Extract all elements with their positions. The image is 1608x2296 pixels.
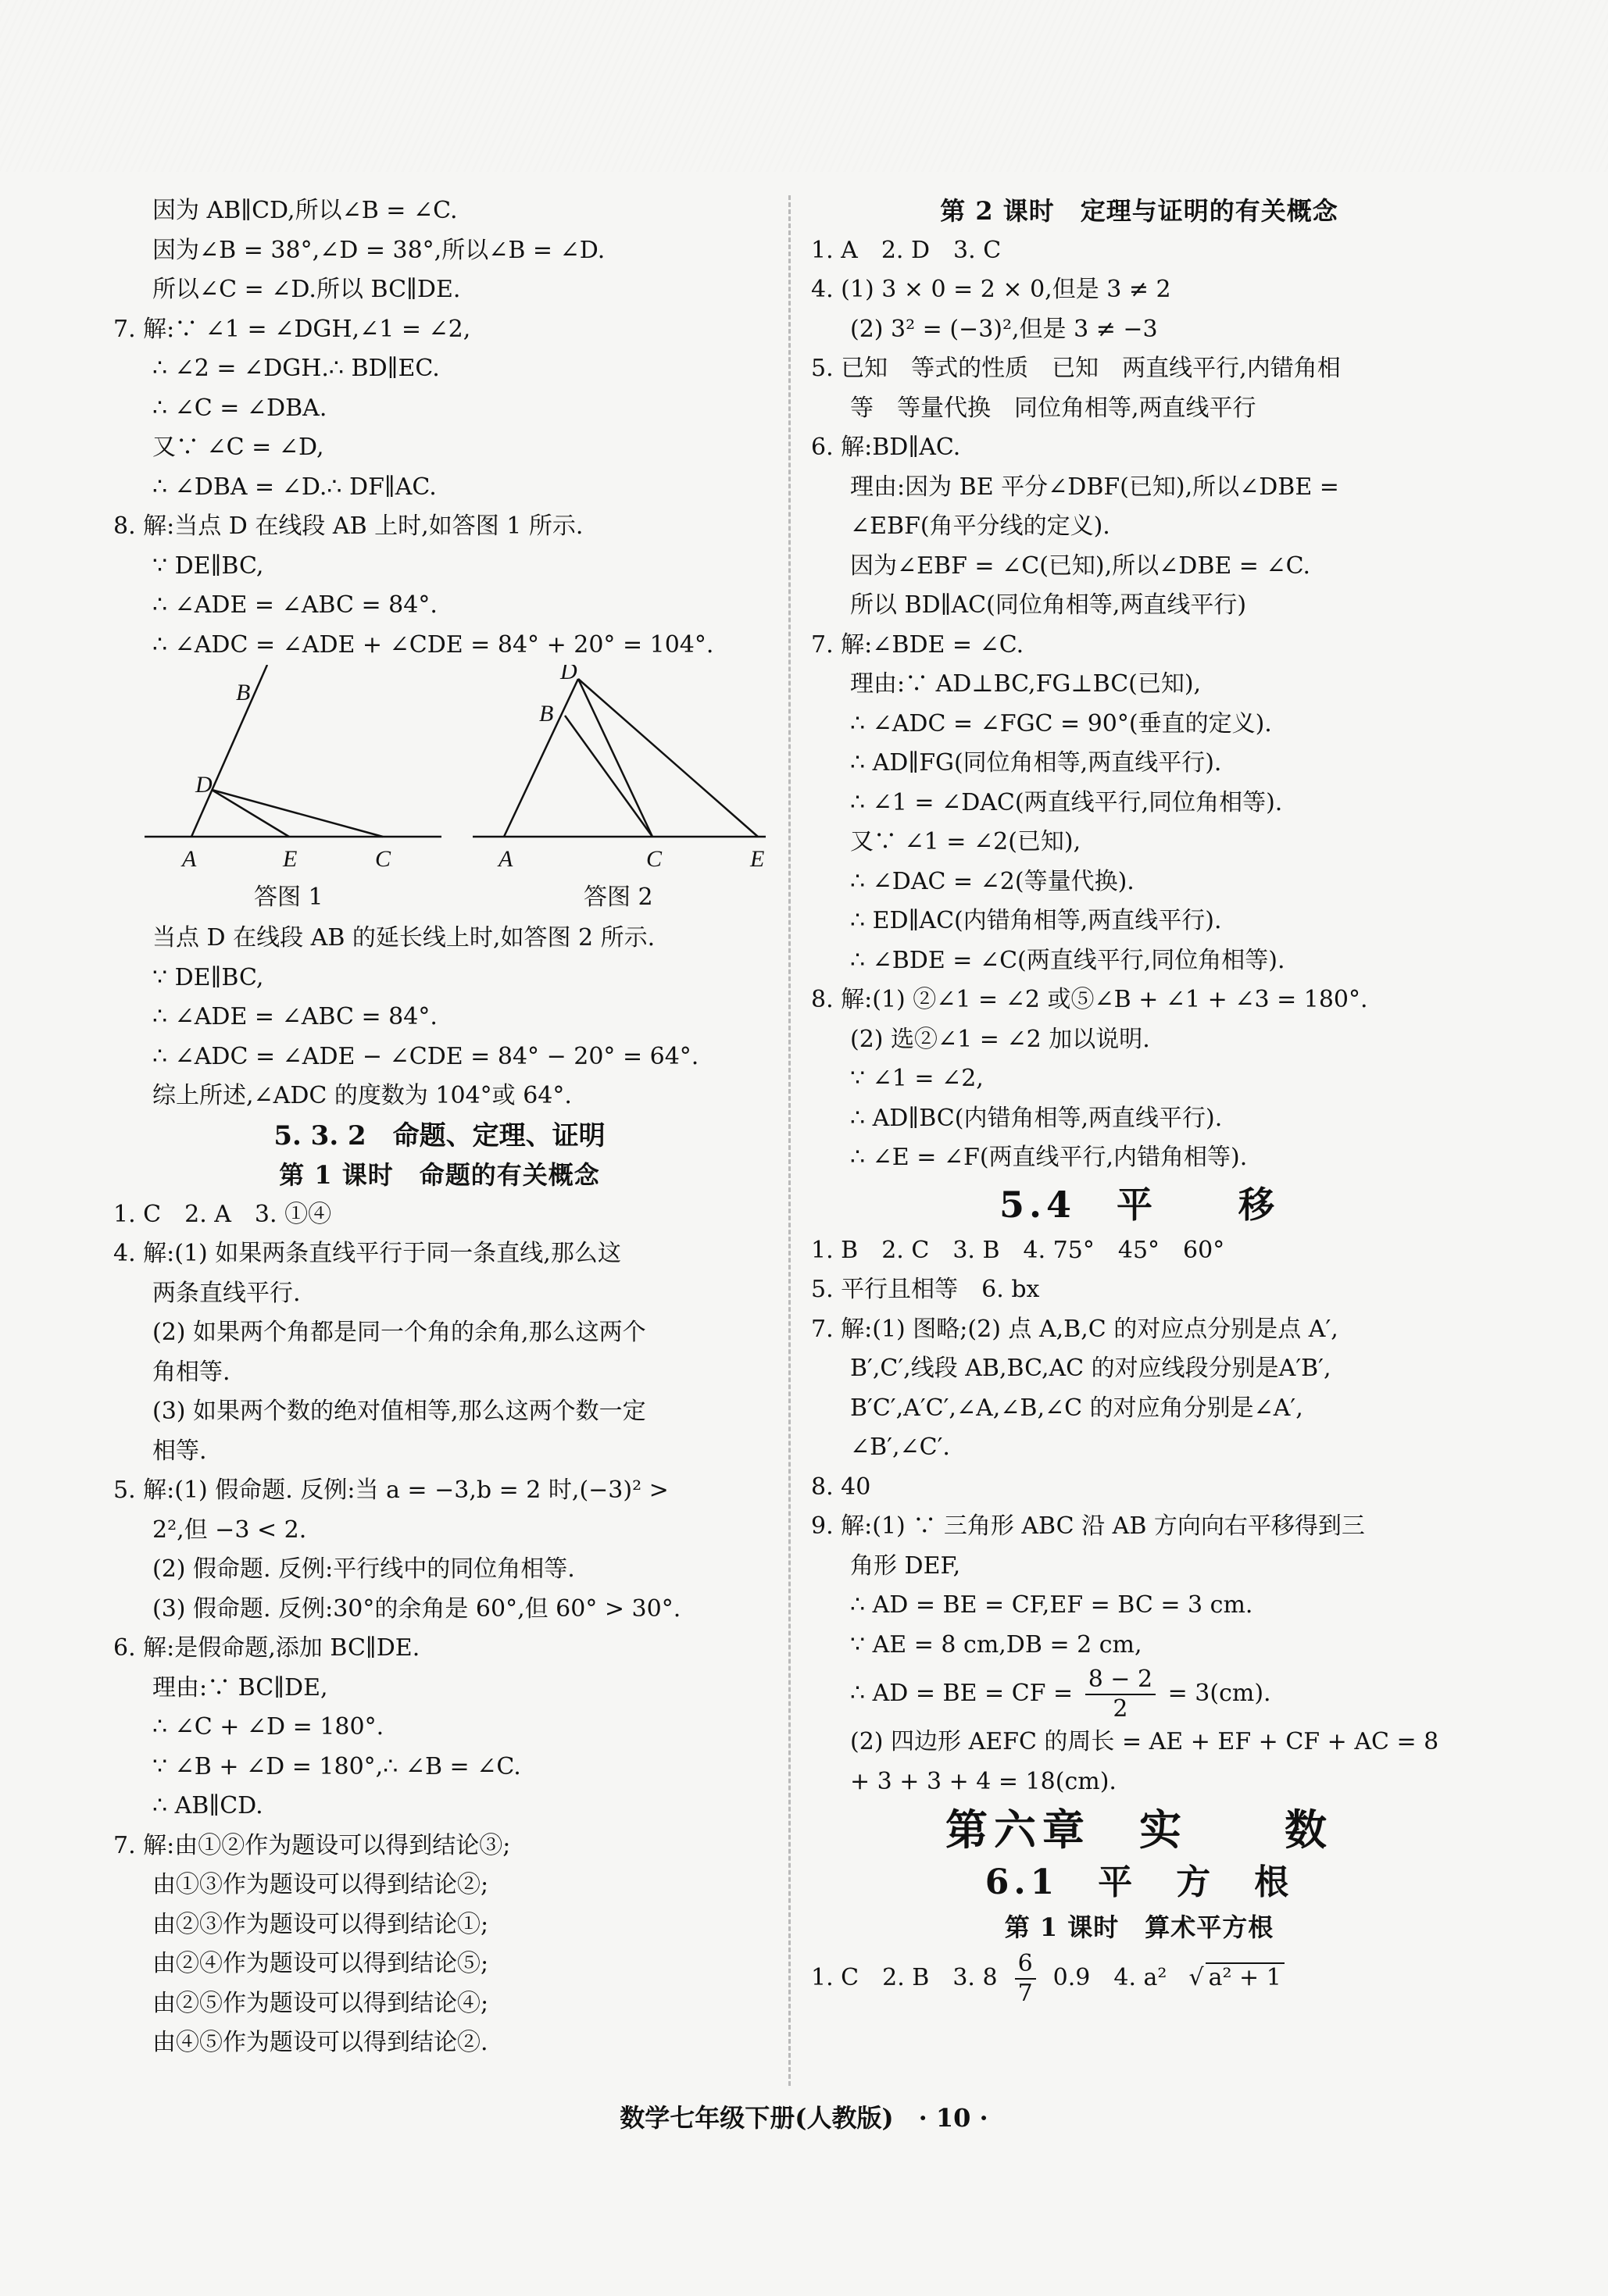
- denominator: 2: [1113, 1695, 1128, 1723]
- text-line: 两条直线平行.: [152, 1279, 301, 1307]
- text-line: ∴ ∠ADE = ∠ABC = 84°.: [152, 1003, 438, 1030]
- text-line: 由②④作为题设可以得到结论⑤;: [152, 1950, 489, 1977]
- fig1-label: C: [375, 846, 391, 872]
- text-line: 1. C 2. A 3. ①④: [113, 1200, 332, 1228]
- text-line: 因为∠B = 38°,∠D = 38°,所以∠B = ∠D.: [152, 236, 606, 264]
- text-line: (2) 如果两个角都是同一个角的余角,那么这两个: [152, 1319, 646, 1346]
- section-heading: 5.4 平 移: [999, 1183, 1280, 1226]
- fig2-label: C: [646, 846, 663, 872]
- fig2-label: A: [498, 846, 513, 872]
- text-line: ∴ ∠ADC = ∠ADE − ∠CDE = 84° − 20° = 64°.: [152, 1042, 699, 1070]
- text-line: ∠B′,∠C′.: [850, 1434, 950, 1461]
- text-line: ∴ ∠BDE = ∠C(两直线平行,同位角相等).: [850, 946, 1285, 974]
- sqrt-radicand: a² + 1: [1206, 1962, 1285, 1992]
- answer-figures: [113, 665, 766, 919]
- text-line: 又∵ ∠1 = ∠2(已知),: [850, 828, 1081, 855]
- text-line: + 3 + 3 + 4 = 18(cm).: [850, 1767, 1117, 1795]
- text-line: 角相等.: [152, 1358, 230, 1386]
- numerator: 6: [1015, 1952, 1036, 1980]
- text-fragment: 0.9 4. a²: [1052, 1963, 1167, 1991]
- text-line: 理由:∵ BC∥DE,: [152, 1673, 328, 1701]
- text-line: 综上所述,∠ADC 的度数为 104°或 64°.: [152, 1082, 572, 1109]
- text-line: ∵ ∠1 = ∠2,: [850, 1065, 984, 1092]
- text-line: 当点 D 在线段 AB 的延长线上时,如答图 2 所示.: [152, 924, 656, 952]
- numerator: 8 − 2: [1085, 1668, 1156, 1695]
- text-line: ∴ AD∥FG(同位角相等,两直线平行).: [850, 749, 1222, 777]
- denominator: 7: [1017, 1979, 1033, 2007]
- fraction: [1015, 1949, 1036, 2007]
- text-line: ∴ ∠2 = ∠DGH.∴ BD∥EC.: [152, 355, 440, 382]
- lesson-heading: 第 1 课时 算术平方根: [1004, 1912, 1274, 1942]
- text-line: 1. A 2. D 3. C: [811, 236, 1002, 264]
- fig2-label: E: [750, 846, 765, 872]
- text-line: 由①③作为题设可以得到结论②;: [152, 1871, 489, 1898]
- answer-line: [811, 1948, 1467, 2009]
- text-line: 理由:∵ AD⊥BC,FG⊥BC(已知),: [850, 670, 1202, 698]
- text-line: ∵ DE∥BC,: [152, 552, 264, 580]
- fig2-label: D: [560, 665, 577, 684]
- text-line: B′,C′,线段 AB,BC,AC 的对应线段分别是A′B′,: [850, 1355, 1331, 1382]
- geometry-figures: [113, 665, 766, 919]
- text-line: ∴ ∠ADE = ∠ABC = 84°.: [152, 591, 438, 619]
- text-line: (3) 如果两个数的绝对值相等,那么这两个数一定: [152, 1398, 646, 1425]
- text-line: ∴ ∠E = ∠F(两直线平行,内错角相等).: [850, 1144, 1248, 1171]
- text-line: ∴ AD = BE = CF,EF = BC = 3 cm.: [850, 1591, 1253, 1619]
- section-heading: 6.1 平 方 根: [984, 1862, 1294, 1902]
- text-line: (2) 假命题. 反例:平行线中的同位角相等.: [152, 1555, 575, 1583]
- text-line: 4. 解:(1) 如果两条直线平行于同一条直线,那么这: [113, 1240, 621, 1267]
- right-column: [811, 191, 1467, 2009]
- fraction: [1085, 1668, 1156, 1721]
- text-line: (3) 假命题. 反例:30°的余角是 60°,但 60° > 30°.: [152, 1594, 681, 1623]
- text-line: 5. 平行且相等 6. bx: [811, 1276, 1040, 1303]
- chapter-heading: 第六章 实 数: [945, 1805, 1333, 1855]
- text-line: ∴ ED∥AC(内错角相等,两直线平行).: [850, 907, 1222, 934]
- text-line: 7. 解:由①②作为题设可以得到结论③;: [113, 1831, 511, 1859]
- text-line: (2) 3² = (−3)²,但是 3 ≠ −3: [850, 315, 1158, 343]
- text-line: 6. 解:BD∥AC.: [811, 434, 961, 461]
- sqrt-symbol: √: [1188, 1963, 1204, 1991]
- text-line: 8. 解:当点 D 在线段 AB 上时,如答图 1 所示.: [113, 512, 584, 540]
- text-line: 5. 已知 等式的性质 已知 两直线平行,内错角相: [811, 355, 1341, 382]
- text-line: 因为∠EBF = ∠C(已知),所以∠DBE = ∠C.: [850, 552, 1311, 580]
- text-line: 6. 解:是假命题,添加 BC∥DE.: [113, 1634, 420, 1662]
- text-line: ∴ AB∥CD.: [152, 1792, 263, 1819]
- text-line: ∴ ∠DAC = ∠2(等量代换).: [850, 867, 1135, 895]
- text-line: 7. 解:∵ ∠1 = ∠DGH,∠1 = ∠2,: [113, 315, 471, 343]
- text-line: ∴ ∠ADC = ∠ADE + ∠CDE = 84° + 20° = 104°.: [152, 630, 714, 659]
- text-line: 8. 40: [811, 1473, 871, 1501]
- text-line: 2²,但 −3 < 2.: [152, 1516, 307, 1544]
- text-line: ∵ ∠B + ∠D = 180°,∴ ∠B = ∠C.: [152, 1752, 521, 1780]
- figure-caption: 答图 1: [254, 884, 323, 911]
- text-line: 由②⑤作为题设可以得到结论④;: [152, 1989, 489, 2017]
- text-line: 5. 解:(1) 假命题. 反例:当 a = −3,b = 2 时,(−3)² >: [113, 1477, 669, 1504]
- text-line: ∠EBF(角平分线的定义).: [850, 512, 1110, 540]
- text-line: ∴ AD∥BC(内错角相等,两直线平行).: [850, 1104, 1223, 1132]
- text-line: ∵ AE = 8 cm,DB = 2 cm,: [850, 1630, 1142, 1659]
- text-line: 1. B 2. C 3. B 4. 75° 45° 60°: [811, 1236, 1225, 1264]
- text-line: B′C′,A′C′,∠A,∠B,∠C 的对应角分别是∠A′,: [850, 1394, 1303, 1422]
- text-line: ∴ ∠C = ∠DBA.: [152, 394, 327, 422]
- text-line: 由④⑤作为题设可以得到结论②.: [152, 2029, 488, 2056]
- text-line: (2) 选②∠1 = ∠2 加以说明.: [850, 1025, 1150, 1053]
- section-heading: 5. 3. 2 命题、定理、证明: [273, 1119, 606, 1152]
- text-line: 又∵ ∠C = ∠D,: [152, 434, 324, 461]
- text-line: 因为 AB∥CD,所以∠B = ∠C.: [152, 197, 458, 224]
- fig1-label: D: [195, 772, 213, 798]
- text-fragment: ∴ AD = BE = CF =: [850, 1680, 1081, 1707]
- text-line: 所以∠C = ∠D.所以 BC∥DE.: [152, 276, 461, 303]
- fig2-label: B: [539, 701, 554, 727]
- text-fragment: = 3(cm).: [1160, 1680, 1271, 1707]
- text-line: ∵ DE∥BC,: [152, 963, 264, 991]
- text-line: 8. 解:(1) ②∠1 = ∠2 或⑤∠B + ∠1 + ∠3 = 180°.: [811, 986, 1368, 1013]
- fig1-label: B: [236, 680, 251, 705]
- text-line: ∴ ∠1 = ∠DAC(两直线平行,同位角相等).: [850, 788, 1283, 816]
- column-divider: [788, 195, 791, 2086]
- text-line: 7. 解:∠BDE = ∠C.: [811, 630, 1024, 659]
- text-line: ∴ ∠ADC = ∠FGC = 90°(垂直的定义).: [850, 709, 1272, 737]
- fig1-label: A: [182, 846, 197, 872]
- lesson-heading: 第 1 课时 命题的有关概念: [279, 1160, 600, 1190]
- text-line: 等 等量代换 同位角相等,两直线平行: [850, 394, 1256, 422]
- text-line: 相等.: [152, 1437, 207, 1465]
- text-line: ∴ ∠DBA = ∠D.∴ DF∥AC.: [152, 473, 437, 501]
- figure-caption: 答图 2: [584, 884, 653, 911]
- fraction-line: [811, 1665, 1467, 1723]
- text-line: 7. 解:(1) 图略;(2) 点 A,B,C 的对应点分别是点 A′,: [811, 1315, 1338, 1343]
- text-line: 所以 BD∥AC(同位角相等,两直线平行): [850, 591, 1247, 619]
- text-line: 9. 解:(1) ∵ 三角形 ABC 沿 AB 方向向右平移得到三: [811, 1512, 1365, 1540]
- scan-texture: [0, 0, 1608, 172]
- left-column: [113, 191, 766, 2063]
- text-line: 4. (1) 3 × 0 = 2 × 0,但是 3 ≠ 2: [811, 276, 1171, 303]
- fig1-label: E: [283, 846, 298, 872]
- text-fragment: 1. C 2. B 3. 8: [811, 1963, 998, 1991]
- lesson-heading: 第 2 课时 定理与证明的有关概念: [940, 196, 1338, 226]
- text-line: (2) 四边形 AEFC 的周长 = AE + EF + CF + AC = 8: [850, 1728, 1439, 1755]
- text-line: 理由:因为 BE 平分∠DBF(已知),所以∠DBE =: [850, 473, 1339, 501]
- page-footer: 数学七年级下册(人教版) · 10 ·: [620, 2103, 988, 2133]
- text-line: 角形 DEF,: [850, 1551, 961, 1580]
- text-line: 由②③作为题设可以得到结论①;: [152, 1910, 489, 1938]
- text-line: ∴ ∠C + ∠D = 180°.: [152, 1713, 384, 1741]
